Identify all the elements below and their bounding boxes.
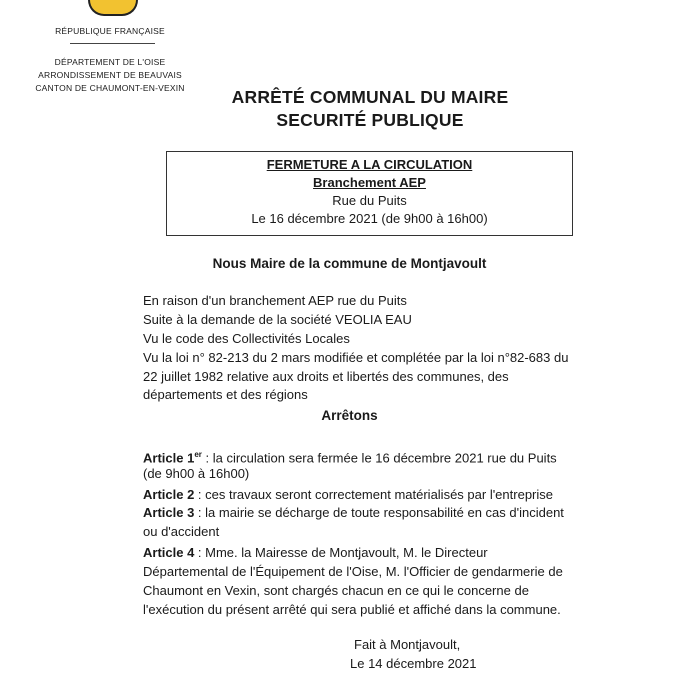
article-1-sup: er bbox=[194, 450, 202, 459]
page-title: ARRÊTÉ COMMUNAL DU MAIRE bbox=[231, 87, 509, 107]
article-4 bbox=[143, 544, 488, 561]
article-4-continued: Chaumont en Vexin, sont chargés chacun en ce qui le concerne de bbox=[143, 583, 529, 598]
article-1-label: Article 1 bbox=[143, 450, 195, 466]
signature-place: Fait à Montjavoult, bbox=[354, 637, 461, 652]
consideration-line: En raison d'un branchement AEP rue du Puits bbox=[143, 293, 407, 308]
article-1-text: : la circulation sera fermée le 16 décembre 2021 rue du Puits bbox=[201, 450, 557, 466]
article-4-continued: Départemental de l'Équipement de l'Oise, M. l'Officier de gendarmerie de bbox=[143, 564, 563, 579]
article-1 bbox=[143, 446, 557, 466]
article-2 bbox=[143, 486, 553, 503]
closure-date: Le 16 décembre 2021 (de 9h00 à 16h00) bbox=[251, 211, 488, 226]
article-1-continued: (de 9h00 à 16h00) bbox=[143, 466, 250, 481]
arrondissement-label: ARRONDISSEMENT DE BEAUVAIS bbox=[38, 70, 182, 80]
arretons-heading: Arrêtons bbox=[321, 408, 378, 423]
closure-heading: FERMETURE A LA CIRCULATION bbox=[266, 157, 473, 172]
article-2-text: : ces travaux seront correctement matérialisés par l'entreprise bbox=[194, 487, 553, 502]
article-3-continued: ou d'accident bbox=[143, 524, 220, 539]
consideration-line: Suite à la demande de la société VEOLIA EAU bbox=[143, 312, 412, 327]
article-4-continued: l'exécution du présent arrêté qui sera publié et affiché dans la commune. bbox=[143, 602, 561, 617]
header-divider bbox=[70, 43, 155, 44]
consideration-line: départements et des régions bbox=[143, 387, 308, 402]
closure-subheading: Branchement AEP bbox=[313, 175, 426, 190]
canton-label: CANTON DE CHAUMONT-EN-VEXIN bbox=[35, 83, 185, 93]
article-3 bbox=[143, 504, 564, 521]
consideration-line: Vu la loi n° 82-213 du 2 mars modifiée et complétée par la loi n°82-683 du bbox=[143, 350, 569, 365]
signature-date: Le 14 décembre 2021 bbox=[350, 656, 477, 671]
republic-label: RÉPUBLIQUE FRANÇAISE bbox=[55, 26, 165, 36]
article-4-text: : Mme. la Mairesse de Montjavoult, M. le Directeur bbox=[194, 545, 488, 560]
coat-of-arms-icon bbox=[88, 0, 138, 16]
closure-street: Rue du Puits bbox=[332, 193, 407, 208]
page-subtitle: SECURITÉ PUBLIQUE bbox=[276, 110, 464, 130]
article-2-label: Article 2 bbox=[143, 487, 195, 502]
article-3-label: Article 3 bbox=[143, 505, 195, 520]
mayor-statement: Nous Maire de la commune de Montjavoult bbox=[212, 256, 487, 271]
closure-notice-box bbox=[166, 151, 573, 236]
consideration-line: Vu le code des Collectivités Locales bbox=[143, 331, 350, 346]
article-3-text: : la mairie se décharge de toute responsabilité en cas d'incident bbox=[194, 505, 564, 520]
consideration-line: 22 juillet 1982 relative aux droits et libertés des communes, des bbox=[143, 369, 509, 384]
department-label: DÉPARTEMENT DE L'OISE bbox=[54, 57, 166, 67]
article-4-label: Article 4 bbox=[143, 545, 195, 560]
